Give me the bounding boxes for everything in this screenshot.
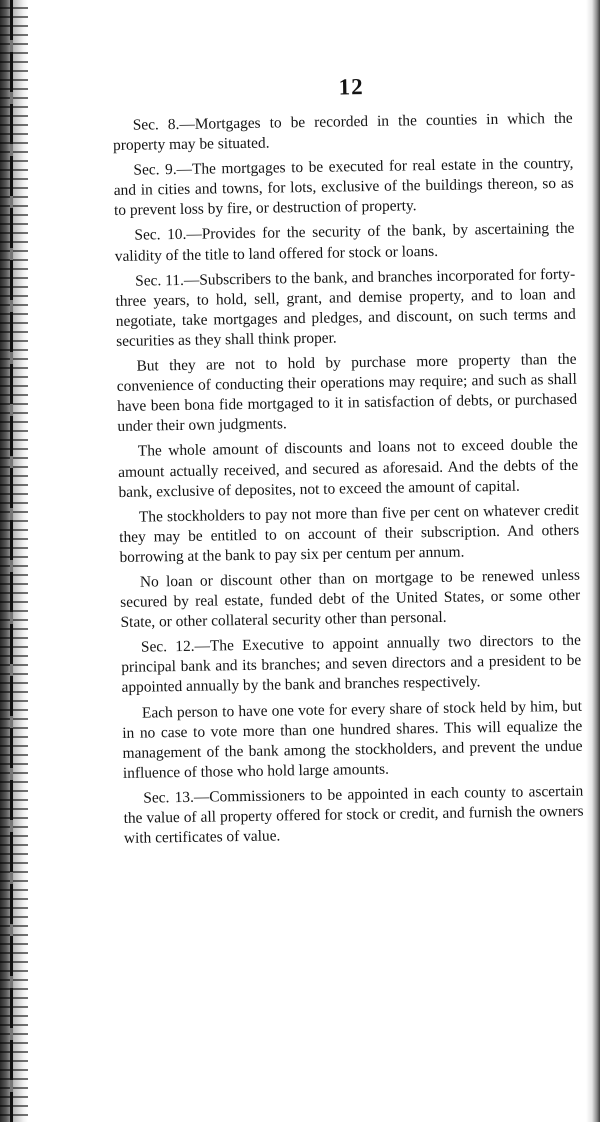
- section-12-paragraph: Sec. 12.—The Executive to appoint annually two directors to the principal bank and its branches; and seven directors and a president to be appointed annually by the bank and branches respectively.: [121, 631, 582, 697]
- section-11-paragraph: Sec. 11.—Subscribers to the bank, and branches incorporated for forty-three years, to hold, sell, grant, and demise property, and to loan and negotiate, take mortgages and pledges, and discount, on such terms and securities as they shall think proper.: [115, 265, 576, 350]
- property-limit-paragraph: But they are not to hold by purchase more property than the convenience of conducting their operations may require; and such as shall have been bona fide mortgaged to it in satisfaction of debts, or purchased under their own judgments.: [116, 350, 578, 436]
- document-page: [112, 71, 584, 854]
- discounts-loans-paragraph: The whole amount of discounts and loans not to exceed double the amount actually received, and secured as aforesaid. And the debts of the bank, exclusive of deposites, not to exceed the amount of capital.: [118, 436, 579, 501]
- stockholders-paragraph: The stockholders to pay not more than five per cent on whatever credit they may be entitled to on account of their subscription. And others borrowing at the bank to pay six per centum per annum.: [119, 501, 580, 566]
- section-13-paragraph: Sec. 13.—Commissioners to be appointed in each county to ascertain the value of all property offered for stock or credit, and furnish the owners with certificates of value.: [123, 782, 584, 847]
- voting-paragraph: Each person to have one vote for every share of stock held by him, but in no case to vote more than one hundred shares. This will equalize the management of the bank among the stockholders, and prevent the undue influence of those who hold large amounts.: [122, 697, 583, 782]
- scan-binding-edge: [0, 0, 28, 1122]
- section-9-paragraph: Sec. 9.—The mortgages to be executed for real estate in the country, and in cities and towns, for lots, exclusive of the buildings thereon, so as to prevent loss by fire, or destruction of property.: [113, 154, 574, 220]
- loan-renewal-paragraph: No loan or discount other than on mortgage to be renewed unless secured by real estate, funded debt of the United States, or some other State, or other collateral security other than personal.: [120, 566, 581, 632]
- section-10-paragraph: Sec. 10.—Provides for the security of the bank, by ascertaining the validity of the title to land offered for stock or loans.: [114, 220, 575, 265]
- page-number: 12: [338, 74, 364, 100]
- section-8-paragraph: Sec. 8.—Mortgages to be recorded in the counties in which the property may be situated.: [112, 109, 573, 155]
- scan-page-edge: [586, 0, 600, 1122]
